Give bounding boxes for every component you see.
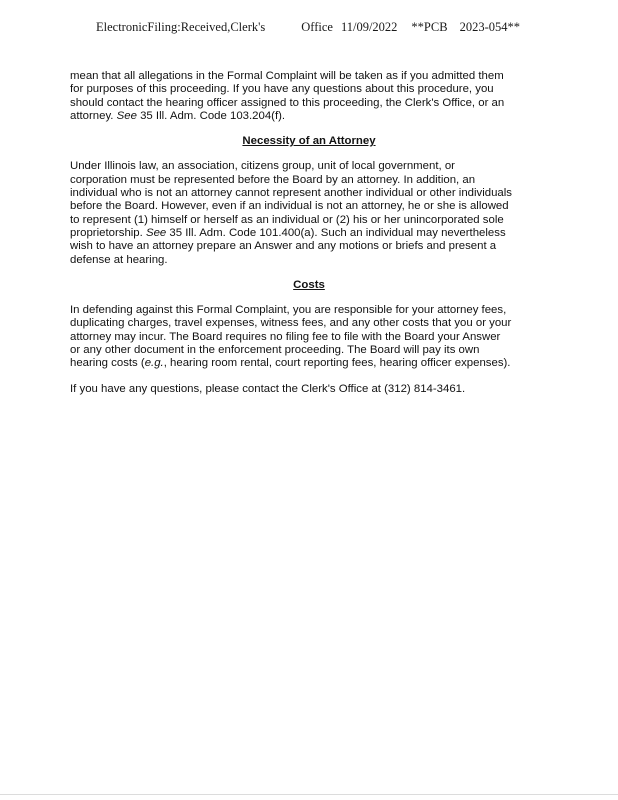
text-line: duplicating charges, travel expenses, witness fees, and any other costs that you or your — [70, 317, 512, 330]
attorney-paragraph — [70, 160, 548, 266]
text-fragment: attorney. — [70, 109, 117, 122]
text-line: attorney may incur. The Board requires no filing fee to file with the Board your Answer — [70, 330, 501, 343]
text-line: Under Illinois law, an association, citizens group, unit of local government, or — [70, 160, 455, 173]
see-citation-signal: See — [116, 109, 137, 122]
text-fragment: , hearing room rental, court reporting fees, hearing officer expenses). — [163, 357, 511, 370]
text-line: should contact the hearing officer assigned to this proceeding, the Clerk's Office, or an — [70, 96, 505, 109]
text-fragment: hearing costs ( — [70, 357, 145, 370]
section-heading-attorney: Necessity of an Attorney — [242, 135, 376, 148]
text-fragment: 35 Ill. Adm. Code 103.204(f). — [136, 109, 286, 122]
intro-paragraph — [70, 70, 548, 123]
text-line: to represent (1) himself or herself as an individual or (2) his or her unincorporated sole — [70, 213, 504, 226]
text-line: before the Board. However, even if an individual is not an attorney, he or she is allowed — [70, 200, 509, 213]
text-line: corporation must be represented before the Board by an attorney. In addition, an — [70, 173, 476, 186]
filing-stamp-date: 11/09/2022 — [340, 20, 398, 34]
section-heading-costs: Costs — [293, 278, 325, 291]
filing-stamp-text: ElectronicFiling:Received,Clerk's — [96, 20, 266, 34]
text-line — [70, 357, 548, 370]
contact-paragraph — [70, 383, 548, 396]
text-fragment: 35 Ill. Adm. Code 101.400(a). Such an individual may nevertheless — [166, 226, 506, 239]
text-line — [70, 227, 548, 240]
document-body — [70, 70, 548, 408]
filing-stamp-case-number: 2023-054** — [459, 20, 520, 34]
text-line: individual who is not an attorney cannot represent another individual or other individuals — [70, 187, 512, 200]
text-line: or any other document in the enforcement proceeding. The Board will pay its own — [70, 344, 480, 357]
text-line — [70, 110, 548, 123]
text-fragment: proprietorship. — [70, 226, 146, 239]
text-line: for purposes of this proceeding. If you have any questions about this procedure, you — [70, 83, 494, 96]
text-line: If you have any questions, please contact the Clerk's Office at (312) 814-3461. — [70, 382, 466, 395]
text-line: defense at hearing. — [70, 253, 168, 266]
text-line: In defending against this Formal Complaint, you are responsible for your attorney fees, — [70, 304, 507, 317]
costs-paragraph — [70, 304, 548, 370]
see-citation-signal: See — [145, 226, 167, 239]
scan-bottom-edge — [0, 794, 618, 795]
filing-stamp-pcb: **PCB — [411, 20, 448, 34]
filing-stamp-office: Office — [301, 20, 333, 34]
text-line: mean that all allegations in the Formal Complaint will be taken as if you admitted them — [70, 70, 504, 82]
filing-stamp-header — [96, 20, 520, 35]
eg-abbreviation: e.g. — [144, 357, 164, 370]
text-line: wish to have an attorney prepare an Answer and any motions or briefs and present a — [70, 240, 497, 253]
